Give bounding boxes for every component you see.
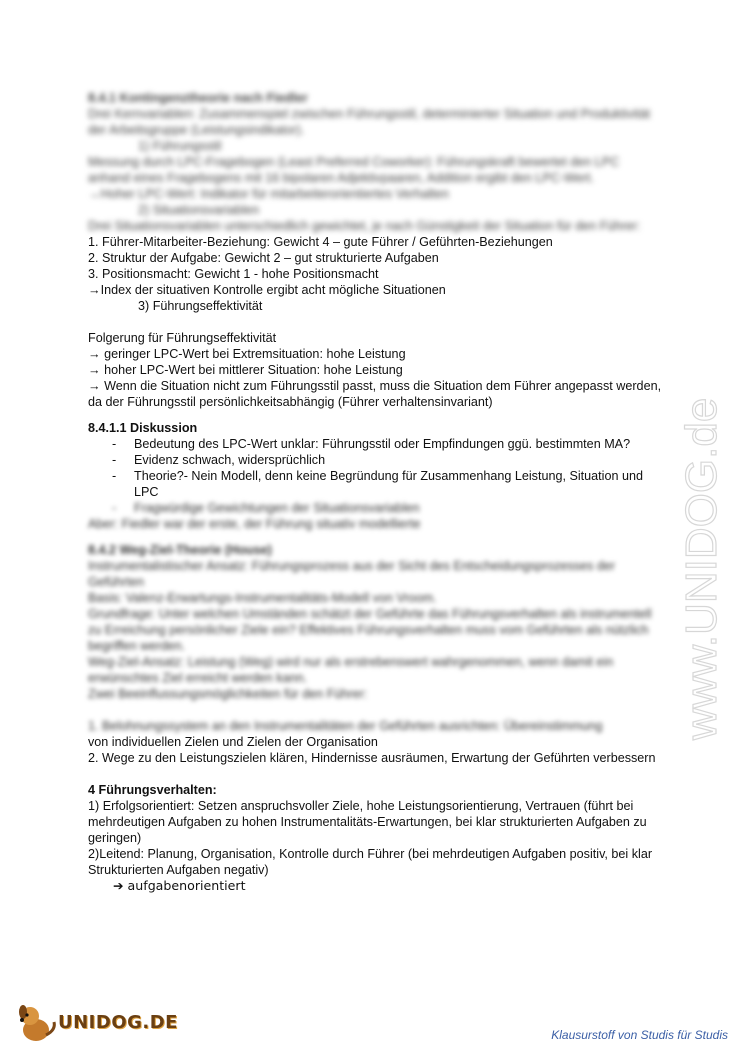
svg-text:www.UNIDOG.de: www.UNIDOG.de <box>677 397 726 740</box>
text-paragraph: Grundfrage: Unter welchen Umständen schätzt der Geführte das Führungsverhalten als instrumentell zu Erreichung persönlicher Ziele ein? Effektives Führungsverhalten muss vom Geführten als nützlich begriffen werden. <box>88 607 652 653</box>
text-line: Basis: Valenz-Erwartungs-Instrumentalitäts-Modell von Vroom. <box>88 591 437 605</box>
list-item: - Theorie?- Nein Modell, denn keine Begründung für Zusammenhang Leistung, Situation und LPC <box>112 469 643 499</box>
paragraph-measure: Messung durch LPC-Fragebogen (Least Preferred Coworker): Führungskraft bewertet den LPC anhand eines Fragebogens mit 16 bipolaren Adjektivpaaren, Addition ergibt den LPC-Wert. <box>88 155 620 185</box>
list-item-fuehrungseffektivitaet: 3) Führungseffektivität <box>138 299 263 313</box>
logo-text: UNIDOG.DE <box>58 1012 178 1033</box>
text-paragraph: 2. Wege zu den Leistungszielen klären, Hindernisse ausräumen, Erwartung der Geführten verbessern <box>88 751 656 765</box>
list-item: - Fragwürdige Gewichtungen der Situationsvariablen <box>112 501 420 515</box>
text-line: von individuellen Zielen und Zielen der Organisation <box>88 735 378 749</box>
text-line: 1. Belohnungssystem an den Instrumentalitäten der Geführten ausrichten: Übereinstimmung <box>88 719 603 733</box>
text-paragraph: → Wenn die Situation nicht zum Führungsstil passt, muss die Situation dem Führer angepasst werden, da der Führungsstil persönlichkeitsabhängig (Führer verhaltensinvariant) <box>88 379 662 409</box>
text-line: 3. Positionsmacht: Gewicht 1 - hohe Positionsmacht <box>88 267 379 281</box>
watermark-graphic <box>674 270 734 750</box>
text-paragraph: 2)Leitend: Planung, Organisation, Kontrolle durch Führer (bei mehrdeutigen Aufgaben positiv, bei klar Strukturierten Aufgaben negativ) <box>88 847 653 877</box>
list-item: - Bedeutung des LPC-Wert unklar: Führungsstil oder Empfindungen ggü. bestimmten MA? <box>112 437 631 451</box>
list-item-situationsvariablen: 2) Situationsvariablen <box>138 203 260 217</box>
paragraph-situation: Drei Situationsvariablen unterschiedlich gewichtet, je nach Günstigkeit der Situation für den Führer: <box>88 219 641 233</box>
text-line: Folgerung für Führungseffektivität <box>88 331 277 345</box>
document-content <box>88 90 663 894</box>
text-line: 1. Führer-Mitarbeiter-Beziehung: Gewicht 4 – gute Führer / Geführten-Beziehungen <box>88 235 553 249</box>
list-item-aufgabenorientiert: ➔ aufgabenorientiert <box>113 878 246 893</box>
text-line: →Index der situativen Kontrolle ergibt acht mögliche Situationen <box>88 283 446 297</box>
section-heading-weg-ziel: 8.4.2 Weg-Ziel-Theorie (House) <box>88 543 272 557</box>
text-line: Zwei Beeinflussungsmöglichkeiten für den Führer: <box>88 687 368 701</box>
watermark <box>674 270 734 750</box>
text-line: → geringer LPC-Wert bei Extremsituation: hohe Leistung <box>88 347 406 361</box>
paragraph-intro: Drei Kernvariablen: Zusammenspiel zwischen Führungsstil, determinierter Situation und Produktivität der Arbeitsgruppe (Leistungsindikator). <box>88 107 651 137</box>
text-paragraph: 1) Erfolgsorientiert: Setzen anspruchsvoller Ziele, hohe Leistungsorientierung, Vertrauen (führt bei mehrdeutigen Aufgaben zu hohen Instrumentalitäts-Erwartungen, bei klar strukturierten Aufgaben zu geringen) <box>88 799 647 845</box>
text-paragraph: Weg-Ziel-Ansatz: Leistung (Weg) wird nur als erstrebenswert wahrgenommen, wenn damit ein erwünschtes Ziel erreicht werden kann. <box>88 655 614 685</box>
paragraph-high-lpc: →Hoher LPC-Wert: Indikator für mitarbeiterorientiertes Verhalten <box>88 187 449 201</box>
text-line: 2. Struktur der Aufgabe: Gewicht 2 – gut strukturierte Aufgaben <box>88 251 439 265</box>
footer-text: Klausurstoff von Studis für Studis <box>551 1028 728 1042</box>
list-item: - Evidenz schwach, widersprüchlich <box>112 453 326 467</box>
text-paragraph: Instrumentalistischer Ansatz: Führungsprozess aus der Sicht des Entscheidungsprozesses der Geführten <box>88 559 616 589</box>
dog-icon <box>16 1000 60 1045</box>
section-heading-diskussion: 8.4.1.1 Diskussion <box>88 421 198 435</box>
list-item-fuehrungsstil: 1) Führungsstil <box>138 139 222 153</box>
unidog-logo <box>16 1000 178 1045</box>
text-line: Aber: Fiedler war der erste, der Führung situativ modellierte <box>88 517 421 531</box>
section-heading-fuehrungsverhalten: 4 Führungsverhalten: <box>88 783 217 797</box>
blurred-section-top <box>88 90 663 234</box>
blurred-section-mid <box>88 542 663 734</box>
text-line: → hoher LPC-Wert bei mittlerer Situation: hohe Leistung <box>88 363 403 377</box>
section-heading-kontingenz: 8.4.1 Kontingenztheorie nach Fiedler <box>88 91 308 105</box>
